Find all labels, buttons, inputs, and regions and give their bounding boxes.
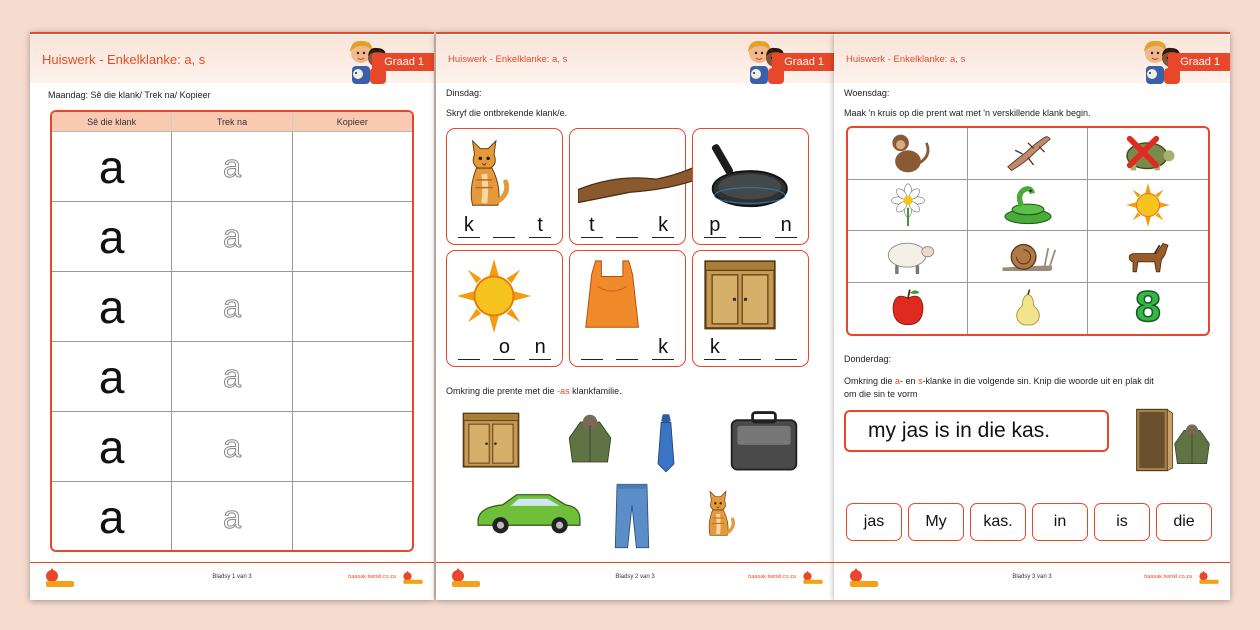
letter-blank[interactable]: t	[581, 214, 603, 238]
column-header: Sê die klank	[52, 112, 172, 131]
sound-family: -as	[557, 386, 570, 396]
letter-blank[interactable]: n	[775, 214, 797, 238]
grade-badge: Graad 1	[1168, 53, 1230, 71]
table-row	[52, 272, 412, 342]
letter-blank[interactable]: n	[529, 336, 551, 360]
footer-url: baasak twinkl.co.za	[1144, 574, 1192, 580]
apple-icon[interactable]	[886, 286, 930, 330]
trace-letter: a	[223, 358, 241, 394]
letter-blank[interactable]	[616, 336, 638, 360]
horse-icon[interactable]	[1123, 234, 1173, 278]
letter-blank[interactable]	[616, 214, 638, 238]
worksheet-page-2	[436, 32, 834, 600]
jacket-icon	[1172, 418, 1212, 476]
header-line	[30, 32, 434, 34]
instruction-text: klankfamilie.	[569, 386, 622, 396]
trace-letter: a	[223, 428, 241, 464]
word-cut-card[interactable]: is	[1094, 503, 1150, 541]
letter-blank[interactable]	[458, 336, 480, 360]
letter: a	[98, 491, 125, 543]
letter-blank[interactable]: k	[652, 214, 674, 238]
twinkl-badge-icon	[1198, 566, 1220, 588]
day-label: Woensdag:	[844, 88, 890, 98]
instruction	[844, 376, 1154, 386]
table-row	[52, 482, 412, 552]
instruction-text: - en	[900, 376, 919, 386]
instruction-text: Omkring die	[844, 376, 896, 386]
word-card-pan	[692, 128, 809, 245]
cross-mark-icon	[1124, 133, 1162, 171]
column-header: Kopieer	[336, 117, 368, 127]
grade-badge: Graad 1	[372, 53, 434, 71]
letter-blank[interactable]: o	[493, 336, 515, 360]
header-line	[834, 32, 1230, 34]
word-cut-card[interactable]: jas	[846, 503, 902, 541]
page-number: Bladsy 2 van 3	[615, 574, 655, 580]
table-row	[52, 132, 412, 202]
instruction-line-2: om die sin te vorm	[844, 389, 918, 399]
cat-icon[interactable]	[698, 482, 738, 546]
instruction-text: -klanke in die volgende sin. Knip die woorde uit en plak dit	[922, 376, 1154, 386]
copy-cell	[293, 202, 412, 271]
highlight-sound: a	[895, 376, 901, 386]
letter: a	[98, 210, 125, 263]
instruction-text: Omkring die prente met die	[446, 386, 558, 396]
day-label: Dinsdag:	[446, 88, 482, 98]
page-title: Huiswerk - Enkelklanke: a, s	[42, 52, 206, 67]
word-cut-card[interactable]: die	[1156, 503, 1212, 541]
table-row	[52, 202, 412, 272]
table-header	[52, 112, 412, 132]
copy-cell	[293, 132, 412, 201]
page-title: Huiswerk - Enkelklanke: a, s	[448, 54, 568, 65]
wardrobe-icon	[1134, 394, 1174, 486]
word-card-sun	[446, 250, 563, 367]
trace-letter: a	[223, 498, 241, 535]
trace-letter: a	[223, 218, 241, 254]
word-card-cupboard	[692, 250, 809, 367]
page-footer	[30, 562, 434, 592]
letter-blank[interactable]: p	[704, 214, 726, 238]
letter: a	[98, 420, 125, 473]
pear-icon[interactable]	[1008, 286, 1048, 330]
column-header: Trek na	[172, 112, 292, 131]
header-line	[436, 32, 834, 34]
letter-blank[interactable]	[581, 336, 603, 360]
lizard-icon[interactable]	[999, 130, 1057, 176]
page-number: Bladsy 1 van 3	[212, 574, 252, 580]
sentence-box: my jas is in die kas.	[844, 410, 1109, 452]
copy-cell	[293, 412, 412, 481]
word-card-stick	[569, 128, 686, 245]
trace-letter: a	[223, 148, 241, 184]
day-label: Donderdag:	[844, 354, 892, 364]
sun-icon[interactable]	[1125, 182, 1171, 228]
copy-cell	[293, 272, 412, 341]
word-card-bag	[569, 250, 686, 367]
twinkl-badge-icon	[402, 566, 424, 588]
family-instruction	[446, 386, 622, 396]
letter-blank[interactable]: k	[652, 336, 674, 360]
monkey-icon[interactable]	[879, 130, 937, 176]
cupboard-icon	[701, 257, 779, 335]
sheep-icon[interactable]	[878, 234, 938, 278]
sun-icon	[455, 257, 533, 335]
letter-blank[interactable]: k	[704, 336, 726, 360]
cat-icon	[455, 135, 514, 213]
word-card-cat	[446, 128, 563, 245]
car-icon[interactable]	[472, 486, 584, 538]
instruction: Skryf die ontbrekende klank/e.	[446, 108, 568, 118]
copy-cell	[293, 482, 412, 552]
daisy-icon[interactable]	[885, 182, 931, 228]
copy-cell	[293, 342, 412, 411]
letter-blank[interactable]: k	[458, 214, 480, 238]
footer-url: baasak twinkl.co.za	[748, 574, 796, 580]
bag-icon	[578, 257, 646, 335]
frying-pan-icon	[701, 135, 799, 213]
jacket-icon[interactable]	[566, 408, 614, 476]
letter: a	[98, 280, 125, 333]
trace-letter: a	[223, 288, 241, 324]
letter-blank[interactable]	[775, 336, 797, 360]
letter: a	[98, 350, 125, 403]
snail-icon[interactable]	[997, 234, 1059, 278]
highlight-sound: s	[918, 376, 923, 386]
section-label: Maandag: Sê die klank/ Trek na/ Kopieer	[48, 90, 211, 100]
letter-practice-table	[50, 110, 414, 552]
worksheet-page-1	[30, 32, 434, 600]
worksheet-page-3	[834, 32, 1230, 600]
letter-blank[interactable]	[739, 214, 761, 238]
word-cut-card[interactable]: My	[908, 503, 964, 541]
letter-blank[interactable]: t	[529, 214, 551, 238]
eight-digit-icon[interactable]: 8	[1134, 285, 1162, 332]
letter-blank[interactable]	[739, 336, 761, 360]
page-footer	[436, 562, 834, 592]
snake-icon[interactable]	[997, 182, 1059, 228]
word-cut-card[interactable]: in	[1032, 503, 1088, 541]
table-row	[52, 342, 412, 412]
jeans-icon[interactable]	[610, 480, 654, 552]
odd-one-out-grid	[846, 126, 1210, 336]
letter: a	[98, 140, 125, 193]
twinkl-badge-icon	[802, 566, 824, 588]
tie-icon[interactable]	[654, 406, 678, 480]
page-footer	[834, 562, 1230, 592]
suitcase-icon[interactable]	[726, 408, 802, 476]
letter-blank[interactable]	[493, 214, 515, 238]
cupboard-icon[interactable]	[458, 410, 524, 472]
grade-badge: Graad 1	[772, 53, 834, 71]
instruction: Maak 'n kruis op die prent wat met 'n verskillende klank begin.	[844, 108, 1091, 118]
word-cut-card[interactable]: kas.	[970, 503, 1026, 541]
table-row	[52, 412, 412, 482]
footer-url: baasak twinkl.co.za	[348, 574, 396, 580]
page-title: Huiswerk - Enkelklanke: a, s	[846, 54, 966, 65]
page-number: Bladsy 3 van 3	[1012, 574, 1052, 580]
